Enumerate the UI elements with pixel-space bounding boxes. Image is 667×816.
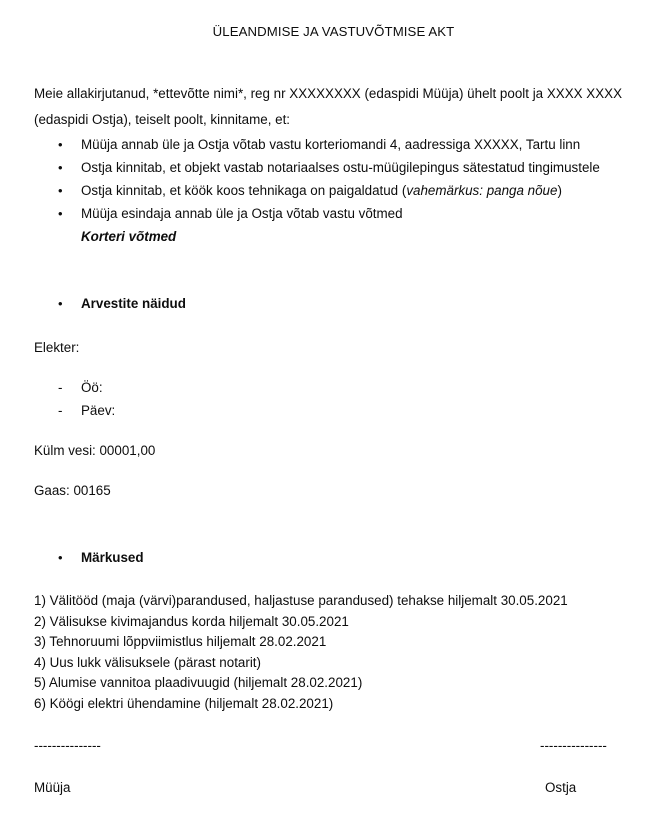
bullet-text: Ostja kinnitab, et objekt vastab notariaalses ostu-müügilepingus sätestatud tingimustele bbox=[81, 160, 600, 175]
cold-water-reading: Külm vesi: 00001,00 bbox=[34, 443, 156, 458]
bullet-text-italic: vahemärkus: panga nõue bbox=[406, 183, 558, 198]
list-item bbox=[0, 202, 667, 225]
list-item: 2) Välisukse kivimajandus korda hiljemalt 30.05.2021 bbox=[34, 613, 349, 629]
list-item: 5) Alumise vannitoa plaadivuugid (hiljemalt 28.02.2021) bbox=[34, 675, 363, 690]
gas-reading: Gaas: 00165 bbox=[34, 483, 111, 498]
signature-label-seller: Müüja bbox=[34, 780, 71, 795]
meters-heading: • Arvestite näidud bbox=[0, 292, 667, 315]
reading-label-day: Päev: bbox=[81, 403, 116, 418]
signature-label-buyer: Ostja bbox=[545, 780, 577, 795]
intro-paragraph: Meie allakirjutanud, *ettevõtte nimi*, reg nr XXXXXXXX (edaspidi Müüja) ühelt poolt ja XXXX XXXX (edaspidi Ostja), teiselt poolt, kinnitame, et: bbox=[34, 86, 623, 127]
bullet-text-after: ) bbox=[557, 183, 562, 198]
document-title: ÜLEANDMISE JA VASTUVÕTMISE AKT bbox=[212, 24, 455, 39]
list-item bbox=[0, 156, 667, 179]
signature-line-seller: --------------- bbox=[34, 738, 101, 753]
signature-labels bbox=[0, 776, 667, 800]
signature-rules bbox=[0, 736, 667, 756]
list-item: 6) Köögi elektri ühendamine (hiljemalt 28.02.2021) bbox=[34, 695, 334, 711]
bullet-text: Müüja annab üle ja Ostja võtab vastu korteriomandi 4, aadressiga XXXXX, Tartu linn bbox=[81, 137, 581, 152]
list-item bbox=[0, 376, 667, 399]
list-item bbox=[0, 399, 667, 422]
electricity-label: Elekter: bbox=[34, 340, 80, 355]
electricity-readings-list bbox=[0, 376, 667, 422]
signature-block bbox=[0, 736, 667, 806]
conditions-bullet-list bbox=[0, 133, 667, 225]
list-item: 1) Välitööd (maja (värvi)parandused, haljastuse parandused) tehakse hiljemalt 30.05.2021 bbox=[34, 593, 568, 608]
keys-note: Korteri võtmed bbox=[81, 229, 177, 244]
notes-list bbox=[0, 591, 667, 714]
reading-label-night: Öö: bbox=[81, 380, 103, 395]
notes-heading: • Märkused bbox=[0, 546, 667, 569]
list-item bbox=[0, 179, 667, 202]
bullet-text: Müüja esindaja annab üle ja Ostja võtab vastu võtmed bbox=[81, 206, 403, 221]
bullet-text-before: Ostja kinnitab, et köök koos tehnikaga on paigaldatud ( bbox=[81, 183, 407, 198]
signature-line-buyer: --------------- bbox=[540, 738, 607, 753]
list-item: 3) Tehnoruumi lõppviimistlus hiljemalt 28.02.2021 bbox=[34, 634, 327, 649]
list-item bbox=[0, 133, 667, 156]
list-item: 4) Uus lukk välisuksele (pärast notarit) bbox=[34, 654, 261, 670]
